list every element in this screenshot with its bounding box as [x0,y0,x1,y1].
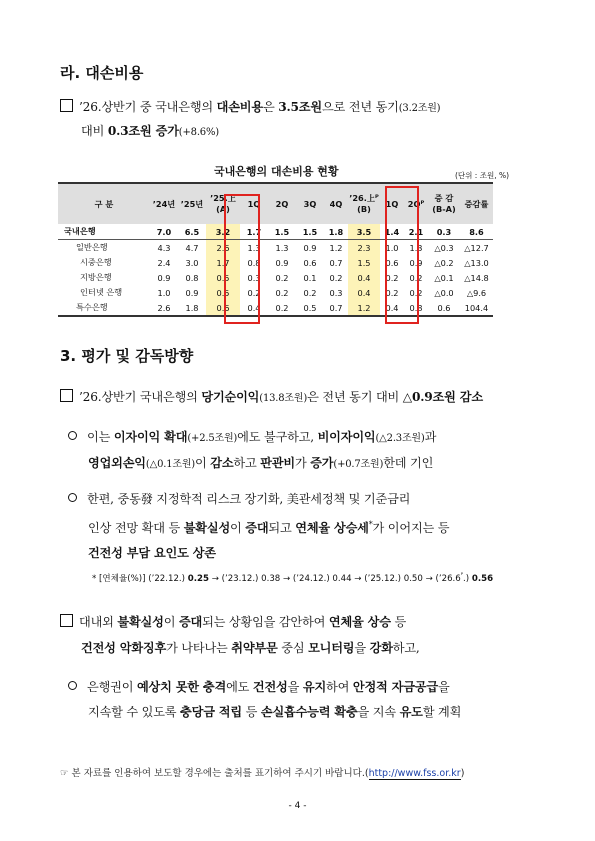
th-1q-b: 1Q [380,184,404,224]
paragraph-loan-loss: ’26.상반기 중 국내은행의 대손비용은 3.5조원으로 전년 동기(3.2조원) 대비 0.3조원 증가(+8.6%) [60,96,440,144]
highlight-box-2025h [224,194,260,324]
table-cell: 104.4 [464,302,489,313]
table-cell: 3.5 [348,224,380,240]
table-cell: 2.6 [157,302,171,313]
table-cell: 0.4 [348,270,380,285]
table-cell: 0.1 [303,272,317,283]
page-number: - 4 - [288,801,307,811]
table-cell: 0.9 [157,272,171,283]
row-label: 시중은행 [80,257,112,267]
table-cell: 8.6 [460,224,493,240]
table-cell: 0.8 [409,302,423,313]
row-label: 인터넷 은행 [80,287,123,297]
th-2024: ’24년 [150,184,178,224]
table-cell: 0.3 [247,272,261,283]
table-cell: 0.2 [409,287,423,298]
table-cell: 1.7 [240,224,268,240]
th-2025h: ’25.上 (A) [206,184,240,224]
table-cell: 0.8 [185,272,199,283]
th-4q: 4Q [324,184,348,224]
th-2q: 2Q [268,184,296,224]
table-cell: 0.8 [247,257,261,268]
table-cell: 1.5 [268,224,296,240]
table-title: 국내은행의 대손비용 현황 [214,165,339,178]
table-cell: 0.3 [329,287,343,298]
table-cell: 2.4 [157,257,171,268]
table-cell: 1.2 [329,242,343,253]
table-unit: (단위 : 조원, %) [455,171,510,180]
table-cell: △9.6 [466,287,487,298]
circle-bullet-icon [68,681,77,690]
table-cell: 0.2 [329,272,343,283]
th-1q: 1Q [240,184,268,224]
table-cell: 0.3 [428,224,460,240]
table-cell: 1.5 [296,224,324,240]
table-cell: 7.0 [150,224,178,240]
bullet-plan: 은행권이 예상치 못한 충격에도 건전성을 유지하여 안정적 자금공급을 지속할 수 있도록 충당금 적립 등 손실흡수능력 확충을 지속 유도할 계획 [68,675,461,725]
table-cell: △0.1 [434,272,454,283]
th-2026h: ’26.上ᴾ (B) [348,184,380,224]
square-bullet-icon [60,614,73,627]
loan-loss-table [58,182,493,317]
th-2025: ’25년 [178,184,206,224]
table-cell: 2.1 [404,224,428,240]
table-cell: 1.0 [157,287,171,298]
table-cell: 0.5 [303,302,317,313]
circle-bullet-icon [68,431,77,440]
table-cell: △0.0 [434,287,454,298]
table-cell: 0.5 [206,285,240,300]
th-diff: 증 감 (B-A) [428,184,460,224]
table-cell: △14.8 [464,272,489,283]
table-cell: 1.7 [206,255,240,270]
table-cell: △0.2 [434,257,454,268]
table-row [58,224,493,240]
th-gubun: 구 분 [58,184,150,224]
delinquency-note: * [연체율(%)] (’22.12.) 0.25 → (’23.12.) 0.38 → (’24.12.) 0.44 → (’25.12.) $0.50 \to (’26.6^ᴾ.)$ 0.56 [92,572,494,584]
table-cell: 4.3 [157,242,171,253]
table-row [58,255,493,270]
table-cell: 0.2 [275,272,289,283]
table-cell: 2.3 [348,240,380,256]
table-cell: 0.2 [247,287,261,298]
table-cell: 0.6 [385,257,399,268]
table-cell: 0.2 [385,287,399,298]
row-label: 일반은행 [76,242,108,252]
table-cell: 4.7 [185,242,199,253]
th-2qp: 2Qᴾ [404,184,428,224]
th-rate: 증감률 [460,184,493,224]
table-cell: 0.2 [275,287,289,298]
section-heading-ra: 라. 대손비용 [60,64,144,82]
table-cell: 0.2 [275,302,289,313]
hand-pointer-icon: ☞ [60,768,69,779]
table-cell: 0.6 [206,300,240,315]
table-cell: △0.3 [434,242,454,253]
table-row [58,285,493,300]
table-row [58,270,493,285]
table-cell: 1.8 [185,302,199,313]
table-row [58,300,493,315]
section-heading-3: 3. 평가 및 감독방향 [60,347,194,365]
circle-bullet-icon [68,493,77,502]
table-cell: 0.5 [206,270,240,285]
table-row [58,240,493,256]
table-cell: 0.9 [303,242,317,253]
table-cell: 0.6 [303,257,317,268]
table-cell: 1.8 [324,224,348,240]
table-cell: 0.7 [329,257,343,268]
row-label: 지방은행 [80,272,112,282]
fss-link[interactable]: http://www.fss.or.kr [368,768,461,779]
table-cell: 0.2 [303,287,317,298]
bullet-risk: 한편, 중동發 지정학적 리스크 장기화, 美관세정책 및 기준금리 인상 전망 확대 등 불확실성이 증대되고 연체율 상승세*가 이어지는 등 건전성 부담 요인도 상존 [68,487,449,566]
th-3q: 3Q [296,184,324,224]
table-cell: 1.3 [275,242,289,253]
table-cell: △13.0 [464,257,489,268]
square-bullet-icon [60,99,73,112]
table-cell: 2.6 [206,240,240,256]
highlight-box-2026h [385,186,419,324]
row-label: 국내은행 [58,224,150,240]
table-cell: 1.2 [348,300,380,315]
table-cell: 3.2 [206,224,240,240]
table-cell: △12.7 [464,242,489,253]
table-cell: 0.2 [409,272,423,283]
table-cell: 0.4 [348,285,380,300]
table-cell: 6.5 [178,224,206,240]
bullet-cause: 이는 이자이익 확대(+2.5조원)에도 불구하고, 비이자이익(△2.3조원)과 영업외손익(△0.1조원)이 감소하고 판관비가 증가(+0.7조원)한데 기인 [68,425,436,477]
table-cell: 1.4 [380,224,404,240]
table-cell: 0.9 [275,257,289,268]
paragraph-supervision: 대내외 불확실성이 증대되는 상황임을 감안하여 연체율 상승 등 건전성 악화징후가 나타나는 취약부문 중심 모니터링을 강화하고, [60,609,420,661]
table-cell: 1.3 [247,242,261,253]
table-cell: 1.3 [409,242,423,253]
table-cell: 0.7 [329,302,343,313]
table-cell: 3.0 [185,257,199,268]
table-cell: 0.4 [385,302,399,313]
table-cell: 0.9 [409,257,423,268]
table-cell: 0.2 [385,272,399,283]
table-cell: 0.4 [247,302,261,313]
table-cell: 1.0 [385,242,399,253]
table-cell: 1.5 [348,255,380,270]
row-label: 특수은행 [76,302,108,312]
table-cell: 0.6 [437,302,451,313]
table-cell: 0.9 [185,287,199,298]
paragraph-net-income: ’26.상반기 국내은행의 당기순이익(13.8조원)은 전년 동기 대비 △0.9조원 감소 [60,386,483,410]
footer-notice: ☞ 본 자료를 인용하여 보도할 경우에는 출처를 표기하여 주시기 바랍니다.(http://www.fss.or.kr) [60,768,465,779]
square-bullet-icon [60,389,73,402]
